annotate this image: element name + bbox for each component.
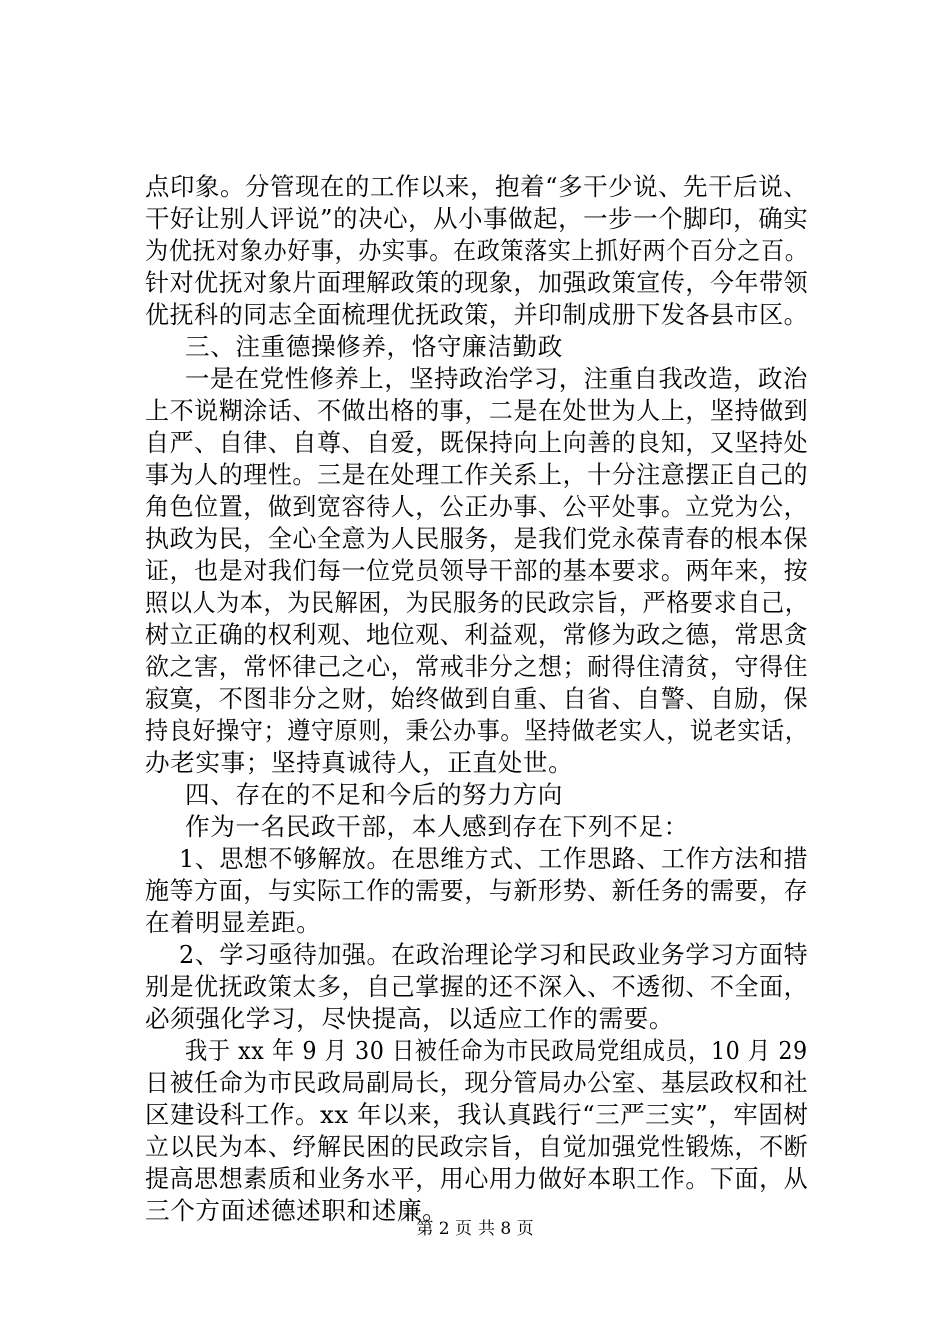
text-line: 事为人的理性。三是在处理工作关系上，十分注意摆正自己的 <box>145 460 809 489</box>
text-line: 我于 xx 年 9 月 30 日被任命为市民政局党组成员，10 月 29 <box>185 1036 808 1065</box>
page-number: 第 2 页 <box>416 1219 472 1239</box>
text-line: 持良好操守；遵守原则，秉公办事。坚持做老实人，说老实话， <box>145 716 809 745</box>
text-line: 针对优抚对象片面理解政策的现象，加强政策宣传，今年带领 <box>145 268 809 297</box>
text-line: 执政为民，全心全意为人民服务，是我们党永葆青春的根本保 <box>145 524 809 553</box>
text-line: 施等方面，与实际工作的需要，与新形势、新任务的需要，存 <box>145 876 809 905</box>
text-line: 在着明显差距。 <box>145 908 322 937</box>
text-line: 点印象。分管现在的工作以来，抱着“多干少说、先干后说、 <box>145 172 809 201</box>
page-total: 共 8 页 <box>478 1219 534 1239</box>
text-line: 干好让别人评说”的决心，从小事做起，一步一个脚印，确实 <box>145 204 809 233</box>
section-heading: 四、存在的不足和今后的努力方向 <box>185 780 563 809</box>
text-line: 立以民为本、纾解民困的民政宗旨，自觉加强党性锻炼，不断 <box>145 1132 809 1161</box>
text-line: 1、思想不够解放。在思维方式、工作思路、工作方法和措 <box>179 844 809 873</box>
text-line: 树立正确的权利观、地位观、利益观，常修为政之德，常思贪 <box>145 620 809 649</box>
text-line: 一是在党性修养上，坚持政治学习，注重自我改造，政治 <box>185 364 808 393</box>
text-line: 照以人为本，为民解困，为民服务的民政宗旨，严格要求自己， <box>145 588 809 617</box>
text-line: 办老实事；坚持真诚待人，正直处世。 <box>145 748 574 777</box>
text-line: 自严、自律、自尊、自爱，既保持向上向善的良知，又坚持处 <box>145 428 809 457</box>
text-line: 角色位置，做到宽容待人，公正办事、公平处事。立党为公， <box>145 492 809 521</box>
text-line: 日被任命为市民政局副局长，现分管局办公室、基层政权和社 <box>145 1068 809 1097</box>
text-line: 提高思想素质和业务水平，用心用力做好本职工作。下面，从 <box>145 1164 809 1193</box>
page-footer <box>0 1217 950 1241</box>
text-line: 三个方面述德述职和述廉。 <box>145 1196 448 1225</box>
text-line: 寂寞，不图非分之财，始终做到自重、自省、自警、自励，保 <box>145 684 809 713</box>
text-line: 区建设科工作。xx 年以来，我认真践行“三严三实”，牢固树 <box>145 1100 809 1129</box>
text-line: 上不说糊涂话、不做出格的事，二是在处世为人上，坚持做到 <box>145 396 809 425</box>
text-line: 欲之害，常怀律己之心，常戒非分之想；耐得住清贫，守得住 <box>145 652 809 681</box>
text-line: 别是优抚政策太多，自己掌握的还不深入、不透彻、不全面， <box>145 972 809 1001</box>
text-line: 为优抚对象办好事，办实事。在政策落实上抓好两个百分之百。 <box>145 236 809 265</box>
text-line: 优抚科的同志全面梳理优抚政策，并印制成册下发各县市区。 <box>145 300 809 329</box>
text-line: 2、学习亟待加强。在政治理论学习和民政业务学习方面特 <box>179 940 809 969</box>
text-line: 必须强化学习，尽快提高，以适应工作的需要。 <box>145 1004 675 1033</box>
text-line: 作为一名民政干部，本人感到存在下列不足： <box>185 812 689 841</box>
text-line: 证，也是对我们每一位党员领导干部的基本要求。两年来，按 <box>145 556 809 585</box>
section-heading: 三、注重德操修养，恪守廉洁勤政 <box>185 332 563 361</box>
